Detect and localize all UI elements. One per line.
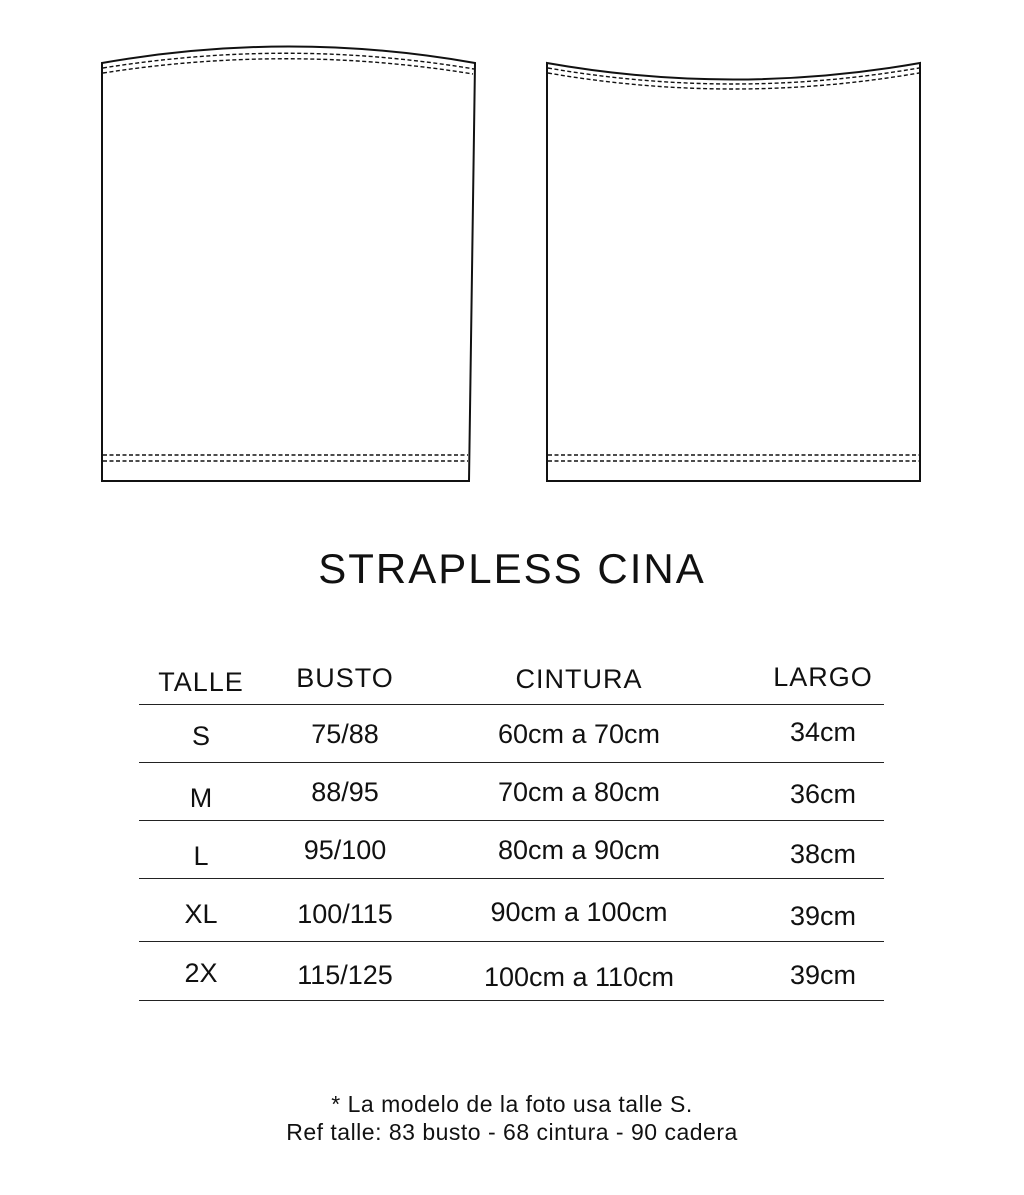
cell-busto: 88/95 bbox=[311, 777, 379, 807]
cell-busto: 115/125 bbox=[297, 960, 393, 990]
cell-cintura: 80cm a 90cm bbox=[497, 835, 661, 865]
cell-busto: 75/88 bbox=[311, 719, 379, 749]
cell-cintura: 60cm a 70cm bbox=[497, 719, 661, 749]
cell-largo: 39cm bbox=[789, 960, 857, 990]
cell-talle: M bbox=[189, 783, 213, 813]
front-view-drawing bbox=[102, 47, 475, 482]
header-talle: TALLE bbox=[158, 667, 244, 697]
table-row bbox=[139, 763, 884, 821]
table-row bbox=[139, 705, 884, 763]
cell-largo: 38cm bbox=[789, 839, 857, 869]
cell-talle: S bbox=[191, 721, 211, 751]
table-row bbox=[139, 821, 884, 879]
header-busto: BUSTO bbox=[296, 663, 394, 693]
cell-talle: L bbox=[193, 841, 209, 871]
cell-cintura: 100cm a 110cm bbox=[483, 962, 675, 992]
back-view-drawing bbox=[547, 63, 920, 481]
footnote-model-size: * La modelo de la foto usa talle S. bbox=[331, 1091, 693, 1117]
footnote bbox=[0, 1090, 1024, 1146]
page-title: STRAPLESS CINA bbox=[318, 545, 706, 592]
cell-largo: 36cm bbox=[789, 779, 857, 809]
header-largo: LARGO bbox=[773, 662, 873, 692]
table-row bbox=[139, 942, 884, 1001]
cell-largo: 39cm bbox=[789, 901, 857, 931]
footnote-reference-measurements: Ref talle: 83 busto - 68 cintura - 90 cadera bbox=[286, 1119, 738, 1145]
cell-busto: 95/100 bbox=[303, 835, 387, 865]
cell-talle: XL bbox=[184, 899, 218, 929]
table-header-row bbox=[139, 660, 884, 705]
cell-talle: 2X bbox=[184, 958, 218, 988]
cell-largo: 34cm bbox=[789, 717, 857, 747]
size-table bbox=[139, 660, 884, 1001]
garment-illustrations bbox=[0, 0, 1024, 500]
cell-cintura: 90cm a 100cm bbox=[490, 897, 668, 927]
cell-busto: 100/115 bbox=[297, 899, 393, 929]
cell-cintura: 70cm a 80cm bbox=[497, 777, 661, 807]
header-cintura: CINTURA bbox=[515, 664, 643, 694]
table-row bbox=[139, 879, 884, 942]
